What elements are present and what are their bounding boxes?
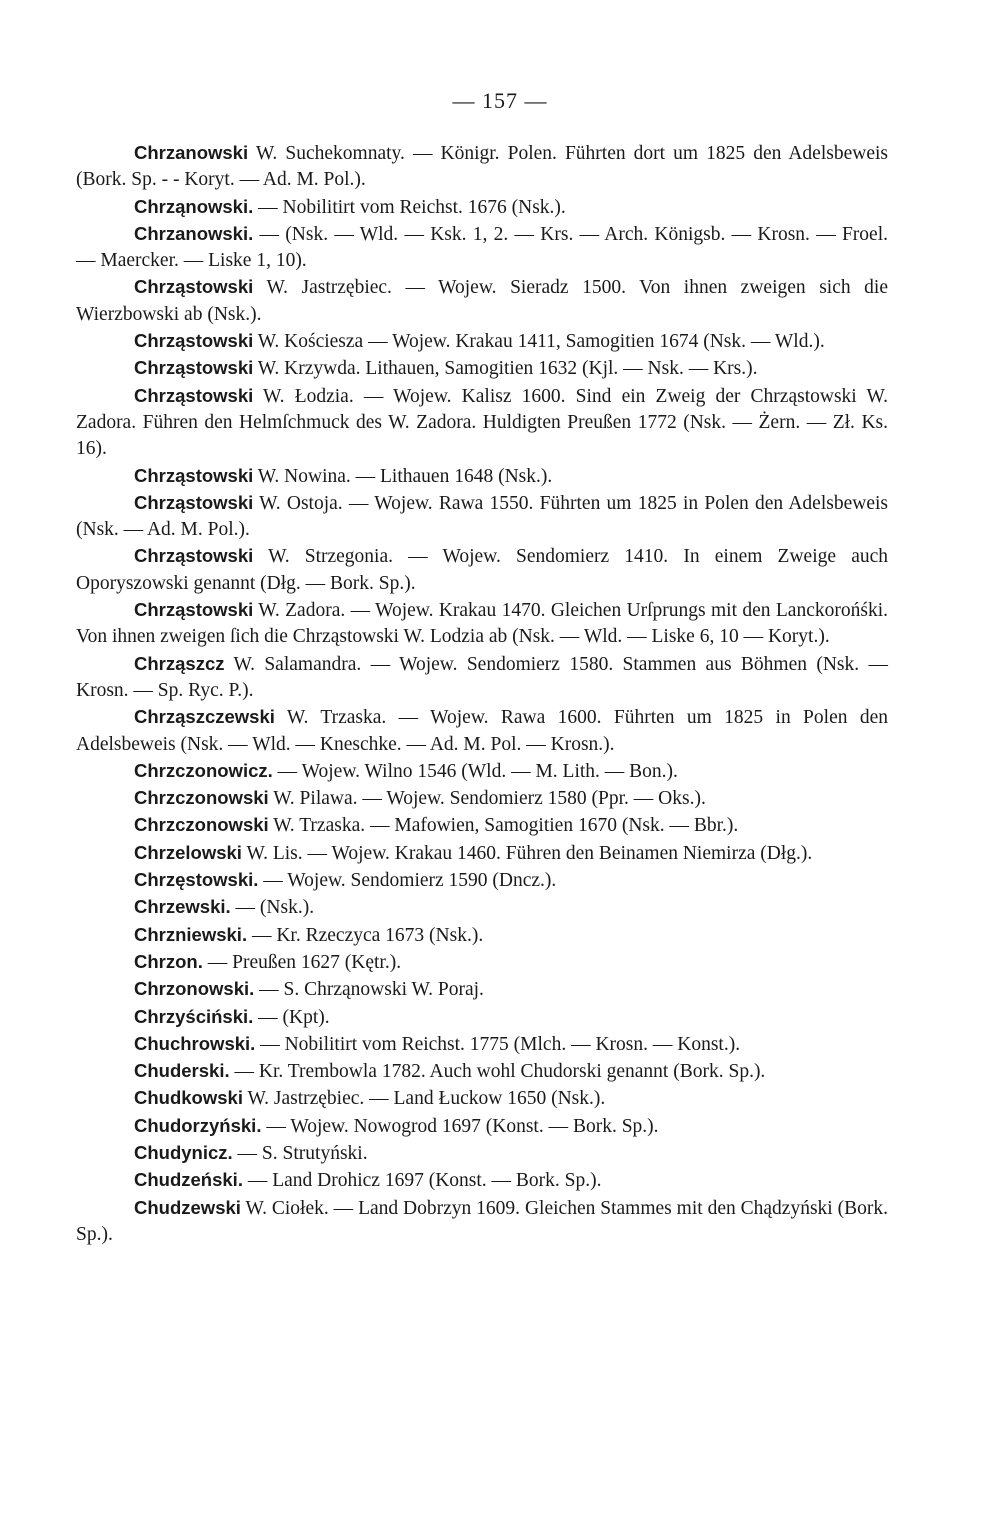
entry-surname: Chrząstowski xyxy=(134,464,254,486)
entry-surname: Chrząnowski. xyxy=(134,195,254,217)
entry-surname: Chrząstowski xyxy=(134,357,254,379)
entry-surname: Chrzelowski xyxy=(134,841,242,863)
entry-surname: Chrząstowski xyxy=(134,599,254,621)
entry xyxy=(76,785,888,812)
entry-surname: Chrzęstowski. xyxy=(134,869,259,891)
entry-text: — Wojew. Wilno 1546 (Wld. — M. Lith. — Bon.). xyxy=(272,760,678,782)
entry-text: W. Salamandra. — Wojew. Sendomierz 1580. Stammen aus Böhmen (Nsk. — Krosn. — Sp. Ryc. P.). xyxy=(76,653,888,701)
entry xyxy=(76,1195,888,1249)
entry-text: — Preußen 1627 (Kętr.). xyxy=(202,951,402,973)
entry xyxy=(76,194,888,221)
entry-surname: Chudzeński. xyxy=(134,1169,243,1191)
entry xyxy=(76,328,888,355)
entry-text: W. Krzywda. Lithauen, Samogitien 1632 (Kjl. — Nsk. — Krs.). xyxy=(253,358,758,380)
entry-text: W. Jastrzębiec. — Land Łuckow 1650 (Nsk.). xyxy=(242,1088,606,1110)
entry-text: W. Pilawa. — Wojew. Sendomierz 1580 (Ppr. — Oks.). xyxy=(268,788,706,810)
entry-surname: Chudzewski xyxy=(134,1196,241,1218)
entry-surname: Chudynicz. xyxy=(134,1141,233,1163)
page-number: — 157 — xyxy=(452,88,548,113)
entry-text: — Kr. Rzeczyca 1673 (Nsk.). xyxy=(247,924,484,946)
entry xyxy=(76,1004,888,1031)
entry-surname: Chrzyściński. xyxy=(134,1005,254,1027)
entry-surname: Chrząstowski xyxy=(134,276,254,298)
entry xyxy=(76,894,888,921)
entry-surname: Chrząstowski xyxy=(134,491,254,513)
entry xyxy=(76,140,888,194)
entry xyxy=(76,1085,888,1112)
entry-surname: Chrzniewski. xyxy=(134,923,248,945)
entry-list xyxy=(76,140,888,1248)
entry-text: — Nobilitirt vom Reichst. 1775 (Mlch. — Krosn. — Konst.). xyxy=(255,1033,741,1055)
entry xyxy=(76,949,888,976)
entry-surname: Chuderski. xyxy=(134,1060,230,1082)
entry-surname: Chrzczonowicz. xyxy=(134,759,273,781)
entry-surname: Chrzon. xyxy=(134,950,203,972)
entry xyxy=(76,597,888,651)
entry-text: W. Suchekomnaty. — Königr. Polen. Führten dort um 1825 den Adelsbeweis (Bork. Sp. - - Koryt. — Ad. M. Pol.). xyxy=(76,143,888,191)
entry xyxy=(76,221,888,275)
entry-text: — S. Chrząnowski W. Poraj. xyxy=(254,979,484,1001)
entry-surname: Chrzewski. xyxy=(134,896,231,918)
entry-text: — S. Strutyński. xyxy=(232,1142,368,1164)
entry xyxy=(76,543,888,597)
entry xyxy=(76,355,888,382)
entry-text: W. Ciołek. — Land Dobrzyn 1609. Gleichen Stammes mit den Chądzyński (Bork. Sp.). xyxy=(76,1197,888,1245)
entry-text: W. Trzaska. — Wojew. Rawa 1600. Führten um 1825 in Polen den Adelsbeweis (Nsk. — Wld. — Kneschke. — Ad. M. Pol. — Krosn.). xyxy=(76,707,888,755)
entry-text: — (Nsk.). xyxy=(230,897,315,919)
entry xyxy=(76,1140,888,1167)
entry-surname: Chrzonowski. xyxy=(134,978,255,1000)
entry-surname: Chrząstowski xyxy=(134,545,254,567)
entry xyxy=(76,840,888,867)
entry xyxy=(76,1113,888,1140)
entry-surname: Chrzanowski xyxy=(134,142,249,163)
entry-surname: Chudkowski xyxy=(134,1087,243,1109)
entry-text: — Nobilitirt vom Reichst. 1676 (Nsk.). xyxy=(253,196,566,218)
entry xyxy=(76,704,888,758)
entry-surname: Chudorzyński. xyxy=(134,1114,262,1136)
entry-text: W. Nowina. — Lithauen 1648 (Nsk.). xyxy=(253,465,553,487)
entry xyxy=(76,463,888,490)
entry-text: W. Jastrzębiec. — Wojew. Sieradz 1500. Von ihnen zweigen sich die Wierzbowski ab (Nsk.). xyxy=(76,277,888,325)
entry xyxy=(76,976,888,1003)
entry-text: W. Kościesza — Wojew. Krakau 1411, Samogitien 1674 (Nsk. — Wld.). xyxy=(253,331,825,353)
entry-text: W. Ostoja. — Wojew. Rawa 1550. Führten um 1825 in Polen den Adelsbeweis (Nsk. — Ad. M. Pol.). xyxy=(76,492,888,541)
entry-text: — Kr. Trembowla 1782. Auch wohl Chudorski genannt (Bork. Sp.). xyxy=(229,1061,766,1083)
entry-surname: Chrząszczewski xyxy=(134,706,275,728)
entry-text: W. Łodzia. — Wojew. Kalisz 1600. Sind ein Zweig der Chrząstowski W. Zadora. Führen den Helmſchmuck des W. Zadora. Huldigten Preußen 1772 (Nsk. — Żern. — Zł. Ks. 16). xyxy=(76,385,888,460)
entry-surname: Chrząstowski xyxy=(134,330,254,352)
entry xyxy=(76,922,888,949)
entry-surname: Chrzczonowski xyxy=(134,814,269,836)
entry-text: W. Zadora. — Wojew. Krakau 1470. Gleichen Urſprungs mit den Lanckorońśki. Von ihnen zweigen ſich die Chrząstowski W. Lodzia ab (Nsk. — Wld. — Liske 6, 10 — Koryt.). xyxy=(76,600,888,648)
entry-text: W. Lis. — Wojew. Krakau 1460. Führen den Beinamen Niemirza (Dłg.). xyxy=(241,842,813,864)
entry xyxy=(76,1058,888,1085)
entry-text: — (Nsk. — Wld. — Ksk. 1, 2. — Krs. — Arch. Königsb. — Krosn. — Froel. — Maercker. — Liske 1, 10). xyxy=(76,223,888,272)
entry xyxy=(76,812,888,839)
entry-text: — Wojew. Nowogrod 1697 (Konst. — Bork. Sp.). xyxy=(261,1115,659,1137)
entry xyxy=(76,867,888,894)
entry-text: — (Kpt). xyxy=(253,1006,330,1028)
entry-surname: Chrzczonowski xyxy=(134,787,269,809)
entry xyxy=(76,1031,888,1058)
entry xyxy=(76,1167,888,1194)
entry xyxy=(76,383,888,463)
entry xyxy=(76,274,888,328)
entry-surname: Chrząszcz xyxy=(134,652,225,674)
entry-text: — Wojew. Sendomierz 1590 (Dncz.). xyxy=(258,870,557,892)
entry-text: W. Trzaska. — Mafowien, Samogitien 1670 (Nsk. — Bbr.). xyxy=(268,815,739,837)
entry-text: — Land Drohicz 1697 (Konst. — Bork. Sp.). xyxy=(242,1170,602,1192)
entry-text: W. Strzegonia. — Wojew. Sendomierz 1410. In einem Zweige auch Oporyszowski genannt (Dłg. — Bork. Sp.). xyxy=(76,546,888,594)
entry-surname: Chrząstowski xyxy=(134,384,254,406)
entry-surname: Chrzanowski. xyxy=(134,222,254,244)
entry-surname: Chuchrowski. xyxy=(134,1032,256,1054)
entry xyxy=(76,651,888,705)
entry xyxy=(76,490,888,544)
entry xyxy=(76,758,888,785)
